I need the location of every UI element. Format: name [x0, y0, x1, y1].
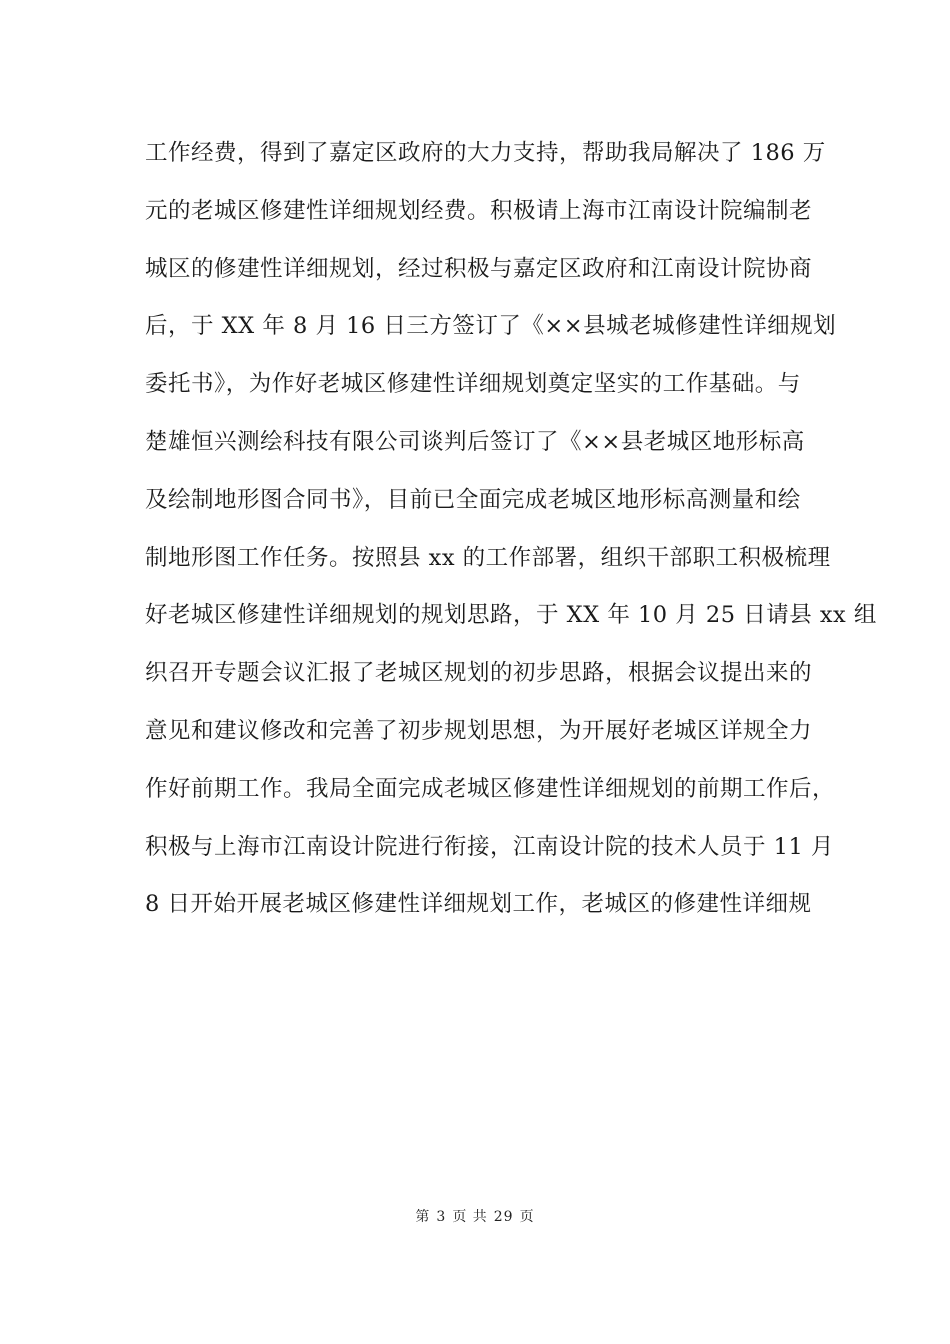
text-line: 工作经费，得到了嘉定区政府的大力支持，帮助我局解决了 186 万	[145, 140, 826, 166]
footer-middle: 页 共	[452, 1209, 488, 1225]
text-line: 元的老城区修建性详细规划经费。积极请上海市江南设计院编制老	[145, 197, 813, 224]
text-line: 织召开专题会议汇报了老城区规划的初步思路，根据会议提出来的	[145, 660, 813, 687]
text-line: 后，于 XX 年 8 月 16 日三方签订了《××县城老城修建性详细规划	[145, 313, 837, 340]
page-footer	[0, 1206, 950, 1226]
body-text	[145, 131, 877, 940]
text-line: 好老城区修建性详细规划的规划思路，于 XX 年 10 月 25 日请县 xx 组	[145, 602, 877, 629]
text-line: 作好前期工作。我局全面完成老城区修建性详细规划的前期工作后，	[145, 775, 836, 802]
text-line: 8 日开始开展老城区修建性详细规划工作，老城区的修建性详细规	[145, 891, 812, 918]
footer-suffix: 页	[519, 1209, 535, 1225]
current-page-number: 3	[436, 1209, 447, 1225]
text-line: 及绘制地形图合同书》，目前已全面完成老城区地形标高测量和绘	[145, 486, 801, 513]
text-line: 意见和建议修改和完善了初步规划思想，为开展好老城区详规全力	[145, 717, 813, 744]
text-line: 积极与上海市江南设计院进行衔接，江南设计院的技术人员于 11 月	[145, 833, 834, 860]
text-line: 城区的修建性详细规划，经过积极与嘉定区政府和江南设计院协商	[145, 255, 813, 282]
total-pages-number: 29	[493, 1209, 514, 1225]
text-line: 委托书》，为作好老城区修建性详细规划奠定坚实的工作基础。与	[145, 371, 801, 398]
text-line: 楚雄恒兴测绘科技有限公司谈判后签订了《××县老城区地形标高	[145, 428, 805, 455]
text-line: 制地形图工作任务。按照县 xx 的工作部署，组织干部职工积极梳理	[145, 544, 831, 571]
footer-prefix: 第	[415, 1209, 431, 1225]
